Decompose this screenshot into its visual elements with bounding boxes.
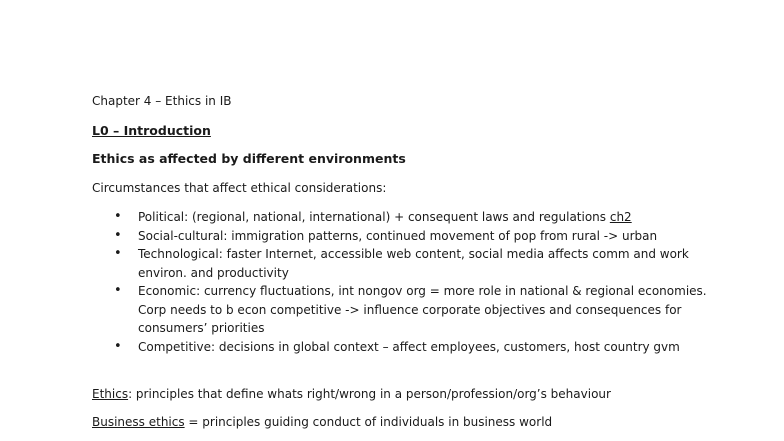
bullet-icon: • [114, 338, 122, 354]
list-item-text: Competitive: decisions in global context – affect employees, customers, host country gvm [138, 339, 680, 354]
chapter-title: Chapter 4 – Ethics in IB [92, 94, 232, 108]
list-item-text: Social-cultural: immigration patterns, continued movement of pop from rural -> urban [138, 228, 658, 243]
ethics-def-text: : principles that define whats right/wrong in a person/profession/org’s behaviour [128, 387, 611, 401]
list-item [92, 282, 712, 338]
bullet-list [92, 208, 712, 356]
ethics-term: Ethics [92, 387, 129, 401]
list-item-text [138, 210, 632, 224]
list-item [92, 208, 712, 227]
intro-paragraph: Circumstances that affect ethical considerations: [92, 181, 387, 195]
business-ethics-term: Business ethics [92, 415, 185, 429]
bullet-icon: • [114, 227, 122, 243]
list-item-text: Economic: currency fluctuations, int nongov org = more role in national & regional economies. Corp needs to b econ competitive -> influence corporate objectives and consequences for consumers’ priorities [138, 284, 707, 335]
list-item [92, 245, 712, 282]
section-heading: L0 – Introduction [92, 123, 211, 138]
list-item-text: Technological: faster Internet, accessible web content, social media affects comm and work environ. and productivity [138, 247, 689, 280]
bullet-icon: • [114, 209, 122, 224]
list-item [92, 338, 712, 357]
bullet-icon: • [114, 283, 122, 298]
list-item-label: Political: (regional, national, international) + consequent laws and regulations [138, 210, 610, 224]
list-item [92, 227, 712, 246]
business-ethics-def-text: = principles guiding conduct of individuals in business world [184, 415, 553, 429]
subsection-heading: Ethics as affected by different environments [92, 151, 406, 166]
business-ethics-definition [92, 415, 552, 430]
ethics-definition [92, 387, 611, 402]
bullet-icon: • [114, 246, 122, 261]
chapter-link[interactable]: ch2 [609, 210, 632, 224]
